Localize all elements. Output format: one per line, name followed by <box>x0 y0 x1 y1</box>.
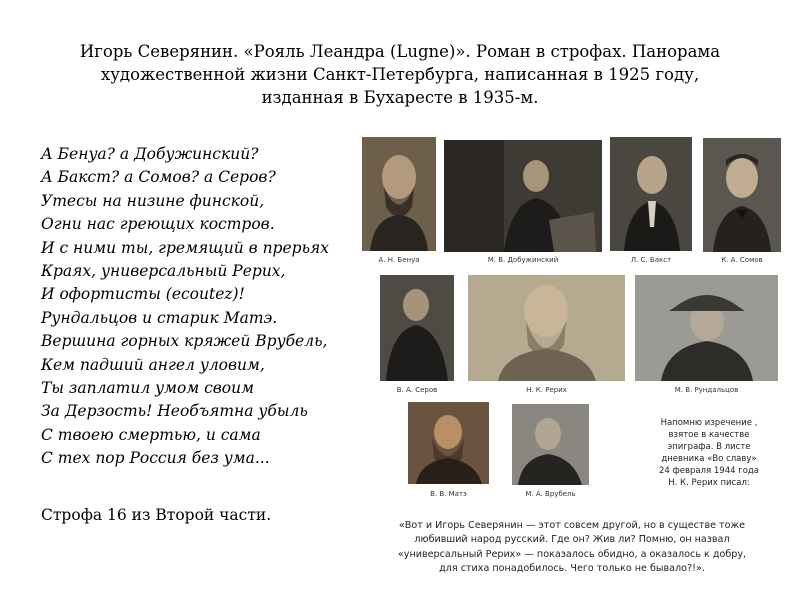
poem-line: Кем падший ангел уловим, <box>41 355 265 374</box>
poem-line: Вершина горных кряжей Врубель, <box>41 332 328 351</box>
poem-line: За Дерзость! Необъятна убыль <box>41 402 308 421</box>
title-line-2: художественной жизни Санкт-Петербурга, написанная в 1925 году, <box>100 65 700 84</box>
portrait-benois-image <box>362 137 436 251</box>
stanza-note: Строфа 16 из Второй части. <box>41 506 272 524</box>
poem-line: С твоею смертью, и сама <box>41 425 261 444</box>
epigraph-note <box>644 417 774 489</box>
quote-line: для стиха понадобилось. Чего только не бывало?!». <box>439 562 705 574</box>
portrait-somov-image <box>703 138 781 252</box>
caption-mate: В. В. Матэ <box>430 490 467 498</box>
portrait-roerich-image <box>468 275 625 381</box>
portrait-rundaltsov-image <box>635 275 778 381</box>
note-line: Напомню изречение , <box>660 418 758 428</box>
poem-line: И с ними ты, гремящий в прерьях <box>41 238 330 257</box>
title-line-1: Игорь Северянин. «Рояль Леандра (Lugne)». Роман в строфах. Панорама <box>79 42 721 61</box>
caption-serov: В. А. Серов <box>396 386 438 394</box>
caption-vrubel: М. А. Врубель <box>525 490 576 498</box>
portrait-serov-image <box>380 275 454 381</box>
poem-line: Рундальцов и старик Матэ. <box>41 308 278 327</box>
poem-line: Утесы на низине финской, <box>41 191 265 210</box>
caption-bakst: Л. С. Бакст <box>630 256 672 264</box>
poem-line: Огни нас греющих костров. <box>41 215 275 234</box>
note-line: эпиграфа. В листе <box>667 442 751 452</box>
caption-somov: К. А. Сомов <box>721 256 763 264</box>
caption-dobuzhinsky: М. В. Добужинский <box>487 256 559 264</box>
poem-line: А Бенуа? а Добужинский? <box>41 145 259 163</box>
poem-text <box>41 143 371 471</box>
poem-line: Ты заплатил умом своим <box>41 379 254 398</box>
note-line: Н. К. Рерих писал: <box>668 478 750 488</box>
quote-line: любивший народ русский. Где он? Жив ли? Помню, он назвал <box>414 534 730 546</box>
poem-line: А Бакст? а Сомов? а Серов? <box>41 168 276 187</box>
roerich-quote <box>352 519 792 576</box>
caption-benois: А. Н. Бенуа <box>378 256 420 264</box>
title-line-3: изданная в Бухаресте в 1935-м. <box>261 88 539 107</box>
quote-line: «универсальный Рерих» — показалось обидно, а оказалось к добру, <box>397 548 747 560</box>
poem-line: Краях, универсальный Рерих, <box>41 262 286 281</box>
note-line: взятое в качестве <box>668 430 750 440</box>
quote-line: «Вот и Игорь Северянин — этот совсем другой, но в существе тоже <box>398 520 746 531</box>
note-line: дневника «Во славу» <box>661 454 757 464</box>
poem-line: И офортисты (ecoutez)! <box>41 285 245 304</box>
caption-roerich: Н. К. Рерих <box>526 386 567 394</box>
caption-rundaltsov: М. В. Рундальцов <box>674 386 739 394</box>
slide-title <box>40 40 760 109</box>
poem-line: С тех пор Россия без ума... <box>41 449 270 468</box>
portrait-bakst-image <box>610 137 692 251</box>
portrait-vrubel-image <box>512 404 589 485</box>
portrait-dobuzhinsky-image <box>444 140 602 252</box>
portrait-mate-image <box>408 402 489 484</box>
note-line: 24 февраля 1944 года <box>659 466 759 476</box>
